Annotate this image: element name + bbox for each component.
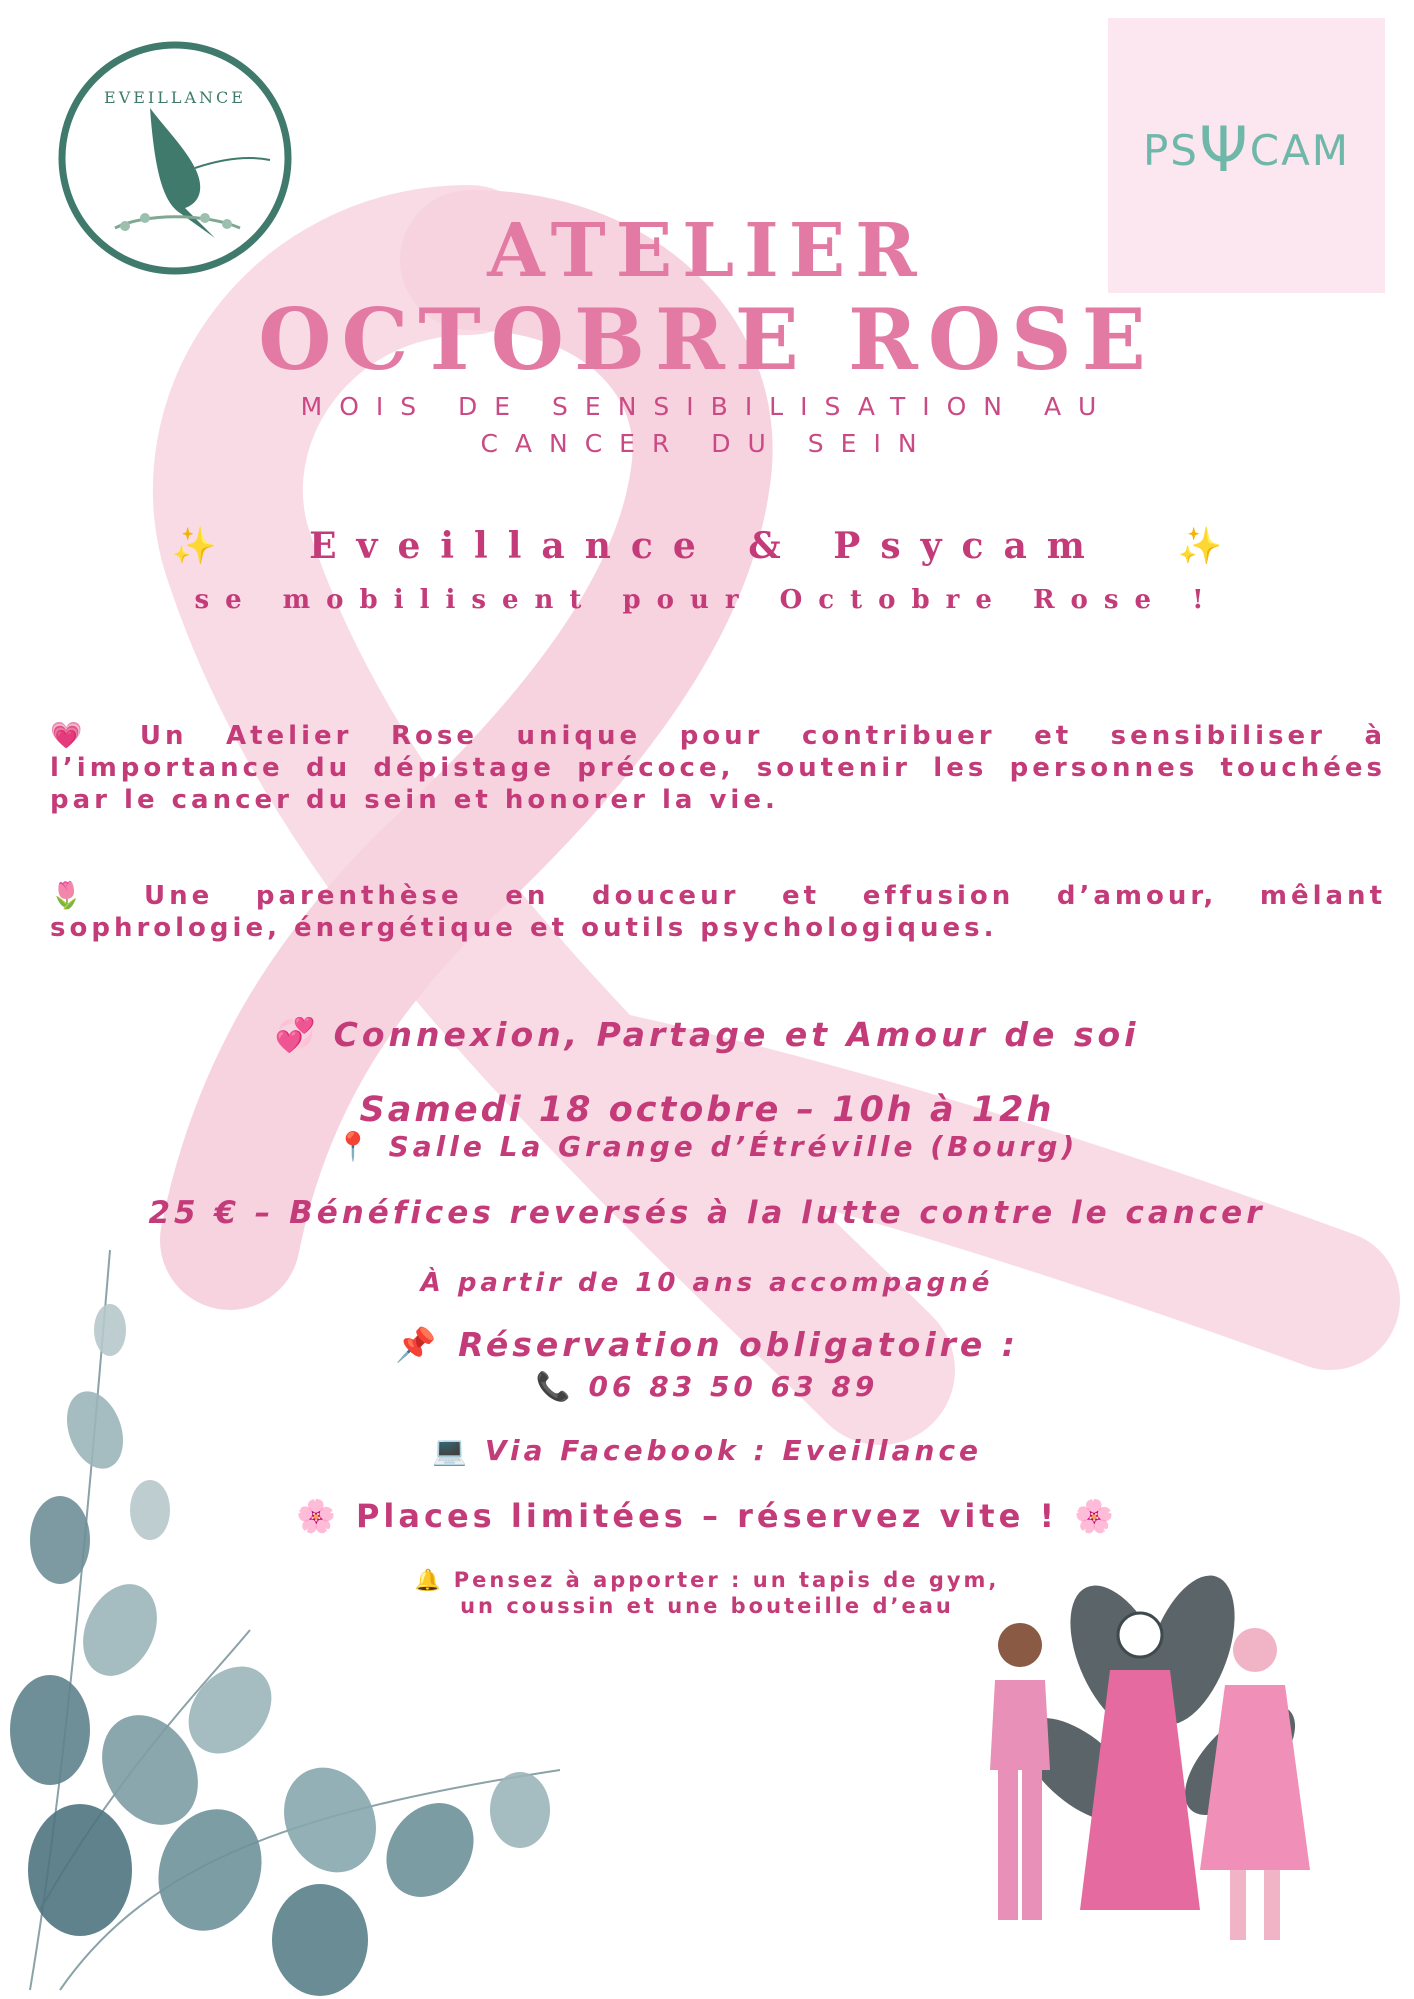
orgs-line-1 — [0, 525, 1414, 567]
title-line-2: OCTOBRE ROSE — [258, 290, 1156, 389]
subtitle-line-1: MOIS DE SENSIBILISATION AU — [300, 392, 1114, 421]
tulip-icon: 🌷 — [50, 881, 116, 911]
laptop-icon: 💻 — [431, 1434, 471, 1467]
phone-icon: 📞 — [535, 1370, 575, 1403]
theme-text: Connexion, Partage et Amour de soi — [333, 1015, 1140, 1054]
facebook-text[interactable]: Via Facebook : Eveillance — [484, 1434, 983, 1467]
price-line: 25 € – Bénéfices reversés à la lutte contre le cancer — [148, 1195, 1266, 1231]
women-illustration — [950, 1570, 1350, 1970]
date-line: Samedi 18 octobre – 10h à 12h — [359, 1090, 1055, 1130]
paragraph-1-text: Un Atelier Rose unique pour contribuer et sensibiliser à l’importance du dépistage précoce, soutenir les personnes touchées par le cancer du sein et honorer la vie. — [50, 721, 1386, 815]
reservation-text: Réservation obligatoire : — [458, 1325, 1019, 1364]
orgs-title: Eveillance & Psycam — [309, 525, 1105, 567]
age-line: À partir de 10 ans accompagné — [420, 1268, 994, 1298]
eveillance-logo-text: EVEILLANCE — [104, 88, 246, 107]
location-line — [0, 1130, 1414, 1163]
heart-icon: 💗 — [50, 721, 112, 751]
pin-icon: 📍 — [335, 1130, 375, 1163]
pushpin-icon: 📌 — [395, 1325, 441, 1364]
subtitle-line-2: CANCER DU SEIN — [480, 429, 934, 458]
eucalyptus-foliage-illustration — [0, 1210, 620, 1999]
bell-icon: 🔔 — [414, 1568, 444, 1592]
bring-line-2: un coussin et une bouteille d’eau — [460, 1594, 954, 1618]
paragraph-1 — [50, 720, 1386, 816]
sparkle-icon: ✨ — [171, 525, 237, 567]
blossom-icon: 🌸 — [296, 1497, 340, 1535]
blossom-icon: 🌸 — [1074, 1497, 1118, 1535]
hearts-icon: 💞 — [274, 1015, 320, 1054]
phone-number[interactable]: 06 83 50 63 89 — [588, 1370, 879, 1403]
bring-text-1: Pensez à apporter : un tapis de gym, — [453, 1568, 1000, 1592]
limited-text: Places limitées – réservez vite ! — [355, 1497, 1059, 1535]
paragraph-2 — [50, 880, 1386, 944]
location-text: Salle La Grange d’Étréville (Bourg) — [388, 1130, 1079, 1163]
title-line-1: ATELIER — [487, 208, 927, 294]
sparkle-icon: ✨ — [1177, 525, 1243, 567]
psycam-part1: PS — [1142, 126, 1199, 175]
psycam-part2: CAM — [1249, 126, 1351, 175]
psi-icon: Ψ — [1198, 113, 1250, 186]
orgs-line-2: se mobilisent pour Octobre Rose ! — [194, 585, 1220, 615]
theme-line — [0, 1015, 1414, 1055]
paragraph-2-text: Une parenthèse en douceur et effusion d’amour, mêlant sophrologie, énergétique et outils psychologiques. — [50, 881, 1386, 943]
